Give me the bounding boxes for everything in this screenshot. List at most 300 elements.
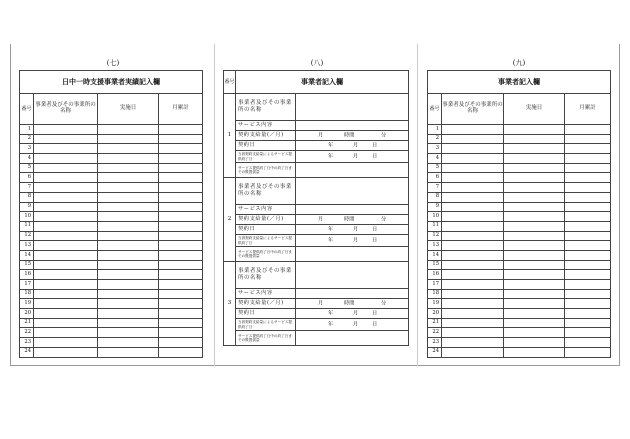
middle-block-row <box>224 215 409 225</box>
left-provider-cell[interactable] <box>34 338 98 348</box>
right-provider-cell[interactable] <box>442 328 504 338</box>
left-total-cell[interactable] <box>159 280 203 290</box>
right-provider-cell[interactable] <box>442 231 504 241</box>
left-provider-cell[interactable] <box>34 270 98 280</box>
right-provider-cell[interactable] <box>442 154 504 164</box>
right-date-cell[interactable] <box>504 289 565 299</box>
right-row-number: 10 <box>428 212 442 222</box>
middle-block-row <box>224 121 409 131</box>
right-table-row <box>428 260 611 270</box>
left-date-cell[interactable] <box>98 192 159 202</box>
right-row-number: 23 <box>428 338 442 348</box>
middle-service-value[interactable] <box>296 289 409 299</box>
right-row-number: 1 <box>428 125 442 135</box>
left-provider-cell[interactable] <box>34 183 98 193</box>
middle-service-value[interactable] <box>296 121 409 131</box>
left-date-cell[interactable] <box>98 173 159 183</box>
right-table-row <box>428 309 611 319</box>
unit-label: 分 <box>381 299 387 306</box>
middle-block-row <box>224 141 409 151</box>
middle-service-label: サービス内容 <box>236 289 296 299</box>
left-row-number: 6 <box>20 173 34 183</box>
left-provider-cell[interactable] <box>34 125 98 135</box>
middle-start-date-label: 当該契約支給量によるサービス提供終了日 <box>236 319 296 331</box>
unit-label: 年 <box>328 141 334 148</box>
left-row-number: 8 <box>20 192 34 202</box>
right-date-cell[interactable] <box>504 280 565 290</box>
left-record-table <box>19 70 203 358</box>
left-provider-cell[interactable] <box>34 347 98 357</box>
middle-block-number: 2 <box>224 178 236 262</box>
right-row-number: 2 <box>428 134 442 144</box>
middle-amount-label: 契約支給量(／月) <box>236 299 296 309</box>
left-table-row <box>20 212 203 222</box>
unit-label: 年 <box>328 152 334 159</box>
unit-label: 月 <box>318 299 324 306</box>
right-date-cell[interactable] <box>504 202 565 212</box>
unit-label: 時間 <box>344 131 355 138</box>
unit-label: 年 <box>328 309 334 316</box>
left-total-cell[interactable] <box>159 338 203 348</box>
right-date-cell[interactable] <box>504 328 565 338</box>
left-date-cell[interactable] <box>98 250 159 260</box>
left-date-cell[interactable] <box>98 144 159 154</box>
right-date-cell[interactable] <box>504 144 565 154</box>
right-row-number: 11 <box>428 221 442 231</box>
left-date-cell[interactable] <box>98 154 159 164</box>
right-row-number: 17 <box>428 280 442 290</box>
left-table-row <box>20 289 203 299</box>
middle-service-label: サービス内容 <box>236 205 296 215</box>
left-total-cell[interactable] <box>159 192 203 202</box>
right-provider-cell[interactable] <box>442 134 504 144</box>
right-table-row <box>428 280 611 290</box>
unit-label: 月 <box>353 320 359 327</box>
right-total-cell[interactable] <box>565 183 611 193</box>
left-table-row <box>20 221 203 231</box>
right-row-number: 8 <box>428 192 442 202</box>
left-provider-cell[interactable] <box>34 163 98 173</box>
right-total-cell[interactable] <box>565 192 611 202</box>
right-total-cell[interactable] <box>565 212 611 222</box>
unit-label: 月 <box>353 236 359 243</box>
right-table-row <box>428 328 611 338</box>
right-date-cell[interactable] <box>504 125 565 135</box>
left-date-cell[interactable] <box>98 125 159 135</box>
right-row-number: 24 <box>428 347 442 357</box>
left-total-cell[interactable] <box>159 183 203 193</box>
right-date-cell[interactable] <box>504 318 565 328</box>
left-row-number: 17 <box>20 280 34 290</box>
right-col-provider: 事業者及びその事業所の名称 <box>442 94 504 125</box>
left-col-date: 実施日 <box>98 94 159 125</box>
right-total-cell[interactable] <box>565 134 611 144</box>
left-total-cell[interactable] <box>159 154 203 164</box>
middle-table-title: 事業者記入欄 <box>236 71 409 94</box>
right-date-cell[interactable] <box>504 221 565 231</box>
middle-end-usage-label: サービス提供終了日中の終了日までの既提供量 <box>236 331 296 346</box>
right-row-number: 7 <box>428 183 442 193</box>
left-total-cell[interactable] <box>159 309 203 319</box>
left-table-row <box>20 125 203 135</box>
left-provider-cell[interactable] <box>34 221 98 231</box>
right-provider-cell[interactable] <box>442 347 504 357</box>
right-table-row <box>428 221 611 231</box>
left-table-row <box>20 309 203 319</box>
page-fold-right <box>417 44 418 366</box>
left-date-cell[interactable] <box>98 231 159 241</box>
left-provider-cell[interactable] <box>34 250 98 260</box>
right-provider-cell[interactable] <box>442 183 504 193</box>
left-row-number: 3 <box>20 144 34 154</box>
left-provider-cell[interactable] <box>34 318 98 328</box>
unit-label: 年 <box>328 225 334 232</box>
right-provider-cell[interactable] <box>442 173 504 183</box>
middle-block-row <box>224 235 409 247</box>
right-provider-cell[interactable] <box>442 221 504 231</box>
middle-block-row <box>224 299 409 309</box>
middle-service-label: サービス内容 <box>236 121 296 131</box>
middle-block-row <box>224 131 409 141</box>
left-total-cell[interactable] <box>159 347 203 357</box>
left-total-cell[interactable] <box>159 144 203 154</box>
middle-contract-date-label: 契約日 <box>236 141 296 151</box>
middle-block-row <box>224 247 409 262</box>
left-provider-cell[interactable] <box>34 299 98 309</box>
middle-start-date-label: 当該契約支給量によるサービス提供終了日 <box>236 235 296 247</box>
middle-provider-label: 事業者及びその事業所の名称 <box>236 178 296 205</box>
middle-amount-label: 契約支給量(／月) <box>236 131 296 141</box>
right-total-cell[interactable] <box>565 221 611 231</box>
left-total-cell[interactable] <box>159 163 203 173</box>
unit-label: 月 <box>353 152 359 159</box>
left-table-row <box>20 192 203 202</box>
right-table-row <box>428 202 611 212</box>
left-date-cell[interactable] <box>98 280 159 290</box>
left-date-cell[interactable] <box>98 289 159 299</box>
middle-block-row <box>224 151 409 163</box>
right-total-cell[interactable] <box>565 270 611 280</box>
unit-label: 日 <box>372 141 378 148</box>
middle-amount-value[interactable] <box>296 299 409 309</box>
unit-label: 日 <box>372 309 378 316</box>
right-total-cell[interactable] <box>565 154 611 164</box>
right-provider-cell[interactable] <box>442 192 504 202</box>
left-provider-cell[interactable] <box>34 231 98 241</box>
right-provider-cell[interactable] <box>442 318 504 328</box>
left-row-number: 15 <box>20 260 34 270</box>
right-date-cell[interactable] <box>504 231 565 241</box>
left-total-cell[interactable] <box>159 299 203 309</box>
right-total-cell[interactable] <box>565 309 611 319</box>
middle-contract-date-value[interactable] <box>296 141 409 151</box>
left-row-number: 21 <box>20 318 34 328</box>
right-total-cell[interactable] <box>565 144 611 154</box>
unit-label: 時間 <box>344 215 355 222</box>
left-date-cell[interactable] <box>98 134 159 144</box>
left-row-number: 1 <box>20 125 34 135</box>
left-provider-cell[interactable] <box>34 154 98 164</box>
left-total-cell[interactable] <box>159 318 203 328</box>
right-total-cell[interactable] <box>565 347 611 357</box>
left-total-cell[interactable] <box>159 173 203 183</box>
unit-label: 時間 <box>344 299 355 306</box>
left-total-cell[interactable] <box>159 270 203 280</box>
right-row-number: 6 <box>428 173 442 183</box>
left-table-row <box>20 318 203 328</box>
right-table-row <box>428 299 611 309</box>
left-date-cell[interactable] <box>98 347 159 357</box>
right-table-row <box>428 270 611 280</box>
right-row-number: 4 <box>428 154 442 164</box>
right-table-row <box>428 163 611 173</box>
left-total-cell[interactable] <box>159 250 203 260</box>
left-row-number: 14 <box>20 250 34 260</box>
left-total-cell[interactable] <box>159 231 203 241</box>
right-total-cell[interactable] <box>565 125 611 135</box>
middle-amount-value[interactable] <box>296 131 409 141</box>
unit-label: 分 <box>381 215 387 222</box>
right-provider-cell[interactable] <box>442 144 504 154</box>
left-provider-cell[interactable] <box>34 173 98 183</box>
left-date-cell[interactable] <box>98 338 159 348</box>
right-table-row <box>428 241 611 251</box>
right-row-number: 21 <box>428 318 442 328</box>
right-provider-cell[interactable] <box>442 309 504 319</box>
right-total-cell[interactable] <box>565 231 611 241</box>
left-col-total: 月累計 <box>159 94 203 125</box>
middle-amount-label: 契約支給量(／月) <box>236 215 296 225</box>
left-total-cell[interactable] <box>159 260 203 270</box>
left-row-number: 7 <box>20 183 34 193</box>
right-table-row <box>428 134 611 144</box>
page-number-right: (九) <box>512 59 526 67</box>
left-date-cell[interactable] <box>98 299 159 309</box>
left-table-row <box>20 299 203 309</box>
right-provider-cell[interactable] <box>442 280 504 290</box>
right-total-cell[interactable] <box>565 202 611 212</box>
left-row-number: 5 <box>20 163 34 173</box>
left-provider-cell[interactable] <box>34 241 98 251</box>
unit-label: 月 <box>353 309 359 316</box>
middle-provider-value[interactable] <box>296 178 409 205</box>
right-table-row <box>428 183 611 193</box>
right-provider-cell[interactable] <box>442 289 504 299</box>
right-total-cell[interactable] <box>565 260 611 270</box>
middle-block-row <box>224 225 409 235</box>
right-date-cell[interactable] <box>504 154 565 164</box>
right-row-number: 13 <box>428 241 442 251</box>
right-total-cell[interactable] <box>565 163 611 173</box>
right-row-number: 22 <box>428 328 442 338</box>
right-total-cell[interactable] <box>565 280 611 290</box>
left-table-row <box>20 250 203 260</box>
left-date-cell[interactable] <box>98 318 159 328</box>
left-table-row <box>20 280 203 290</box>
page-fold-left <box>214 44 215 366</box>
left-table-row <box>20 347 203 357</box>
middle-block-row <box>224 262 409 289</box>
right-provider-cell[interactable] <box>442 338 504 348</box>
left-row-number: 19 <box>20 299 34 309</box>
right-table-row <box>428 212 611 222</box>
right-provider-cell[interactable] <box>442 241 504 251</box>
left-date-cell[interactable] <box>98 270 159 280</box>
right-total-cell[interactable] <box>565 328 611 338</box>
middle-end-usage-value[interactable] <box>296 331 409 346</box>
right-date-cell[interactable] <box>504 338 565 348</box>
left-table-row <box>20 231 203 241</box>
middle-start-date-value[interactable] <box>296 151 409 163</box>
middle-service-value[interactable] <box>296 205 409 215</box>
right-provider-cell[interactable] <box>442 270 504 280</box>
left-table-row <box>20 338 203 348</box>
right-table-row <box>428 318 611 328</box>
middle-contract-date-value[interactable] <box>296 309 409 319</box>
unit-label: 月 <box>353 141 359 148</box>
right-provider-cell[interactable] <box>442 250 504 260</box>
right-date-cell[interactable] <box>504 192 565 202</box>
right-date-cell[interactable] <box>504 250 565 260</box>
right-total-cell[interactable] <box>565 338 611 348</box>
left-date-cell[interactable] <box>98 221 159 231</box>
right-table-row <box>428 144 611 154</box>
left-provider-cell[interactable] <box>34 328 98 338</box>
left-date-cell[interactable] <box>98 328 159 338</box>
right-provider-cell[interactable] <box>442 260 504 270</box>
left-date-cell[interactable] <box>98 202 159 212</box>
unit-label: 分 <box>381 131 387 138</box>
left-provider-cell[interactable] <box>34 192 98 202</box>
left-total-cell[interactable] <box>159 289 203 299</box>
middle-record-table <box>223 70 409 346</box>
right-row-number: 9 <box>428 202 442 212</box>
unit-label: 月 <box>318 215 324 222</box>
right-provider-cell[interactable] <box>442 202 504 212</box>
middle-end-usage-value[interactable] <box>296 247 409 262</box>
right-total-cell[interactable] <box>565 289 611 299</box>
left-provider-cell[interactable] <box>34 260 98 270</box>
left-row-number: 4 <box>20 154 34 164</box>
right-date-cell[interactable] <box>504 212 565 222</box>
left-date-cell[interactable] <box>98 241 159 251</box>
middle-block-row <box>224 331 409 346</box>
left-date-cell[interactable] <box>98 183 159 193</box>
unit-label: 年 <box>328 320 334 327</box>
left-provider-cell[interactable] <box>34 202 98 212</box>
right-row-number: 3 <box>428 144 442 154</box>
left-table-row <box>20 260 203 270</box>
left-table-row <box>20 241 203 251</box>
left-total-cell[interactable] <box>159 134 203 144</box>
middle-provider-value[interactable] <box>296 262 409 289</box>
left-date-cell[interactable] <box>98 212 159 222</box>
right-date-cell[interactable] <box>504 347 565 357</box>
left-table-row <box>20 202 203 212</box>
middle-block-row <box>224 319 409 331</box>
right-date-cell[interactable] <box>504 163 565 173</box>
right-col-date: 実施日 <box>504 94 565 125</box>
middle-amount-value[interactable] <box>296 215 409 225</box>
unit-label: 日 <box>372 225 378 232</box>
middle-end-usage-value[interactable] <box>296 163 409 178</box>
middle-contract-date-value[interactable] <box>296 225 409 235</box>
right-total-cell[interactable] <box>565 250 611 260</box>
right-table-row <box>428 154 611 164</box>
left-date-cell[interactable] <box>98 163 159 173</box>
right-date-cell[interactable] <box>504 183 565 193</box>
left-row-number: 24 <box>20 347 34 357</box>
page-number-left: (七) <box>106 59 120 67</box>
unit-label: 月 <box>318 131 324 138</box>
right-total-cell[interactable] <box>565 241 611 251</box>
right-row-number: 18 <box>428 289 442 299</box>
unit-label: 日 <box>372 320 378 327</box>
right-table-row <box>428 173 611 183</box>
left-row-number: 11 <box>20 221 34 231</box>
right-table-row <box>428 289 611 299</box>
right-date-cell[interactable] <box>504 134 565 144</box>
right-provider-cell[interactable] <box>442 125 504 135</box>
left-date-cell[interactable] <box>98 260 159 270</box>
left-total-cell[interactable] <box>159 212 203 222</box>
left-table-row <box>20 134 203 144</box>
middle-contract-date-label: 契約日 <box>236 225 296 235</box>
right-date-cell[interactable] <box>504 260 565 270</box>
right-total-cell[interactable] <box>565 299 611 309</box>
left-provider-cell[interactable] <box>34 309 98 319</box>
middle-block-row <box>224 289 409 299</box>
middle-start-date-value[interactable] <box>296 235 409 247</box>
right-provider-cell[interactable] <box>442 299 504 309</box>
left-table-row <box>20 154 203 164</box>
middle-provider-value[interactable] <box>296 94 409 121</box>
right-table-row <box>428 192 611 202</box>
page-number-middle: (八) <box>310 59 324 67</box>
middle-start-date-value[interactable] <box>296 319 409 331</box>
left-provider-cell[interactable] <box>34 144 98 154</box>
right-date-cell[interactable] <box>504 241 565 251</box>
left-total-cell[interactable] <box>159 202 203 212</box>
left-row-number: 12 <box>20 231 34 241</box>
unit-label: 日 <box>372 236 378 243</box>
right-provider-cell[interactable] <box>442 163 504 173</box>
left-table-row <box>20 163 203 173</box>
left-provider-cell[interactable] <box>34 212 98 222</box>
left-total-cell[interactable] <box>159 125 203 135</box>
left-date-cell[interactable] <box>98 309 159 319</box>
right-total-cell[interactable] <box>565 318 611 328</box>
middle-end-usage-label: サービス提供終了日中の終了日までの既提供量 <box>236 163 296 178</box>
right-date-cell[interactable] <box>504 309 565 319</box>
right-date-cell[interactable] <box>504 299 565 309</box>
left-total-cell[interactable] <box>159 241 203 251</box>
left-provider-cell[interactable] <box>34 289 98 299</box>
right-provider-cell[interactable] <box>442 212 504 222</box>
left-provider-cell[interactable] <box>34 280 98 290</box>
unit-label: 月 <box>353 225 359 232</box>
left-total-cell[interactable] <box>159 328 203 338</box>
right-total-cell[interactable] <box>565 173 611 183</box>
left-provider-cell[interactable] <box>34 134 98 144</box>
right-date-cell[interactable] <box>504 173 565 183</box>
unit-label: 日 <box>372 152 378 159</box>
middle-start-date-label: 当該契約支給量によるサービス提供終了日 <box>236 151 296 163</box>
left-total-cell[interactable] <box>159 221 203 231</box>
right-date-cell[interactable] <box>504 270 565 280</box>
middle-block-row <box>224 205 409 215</box>
right-row-number: 14 <box>428 250 442 260</box>
